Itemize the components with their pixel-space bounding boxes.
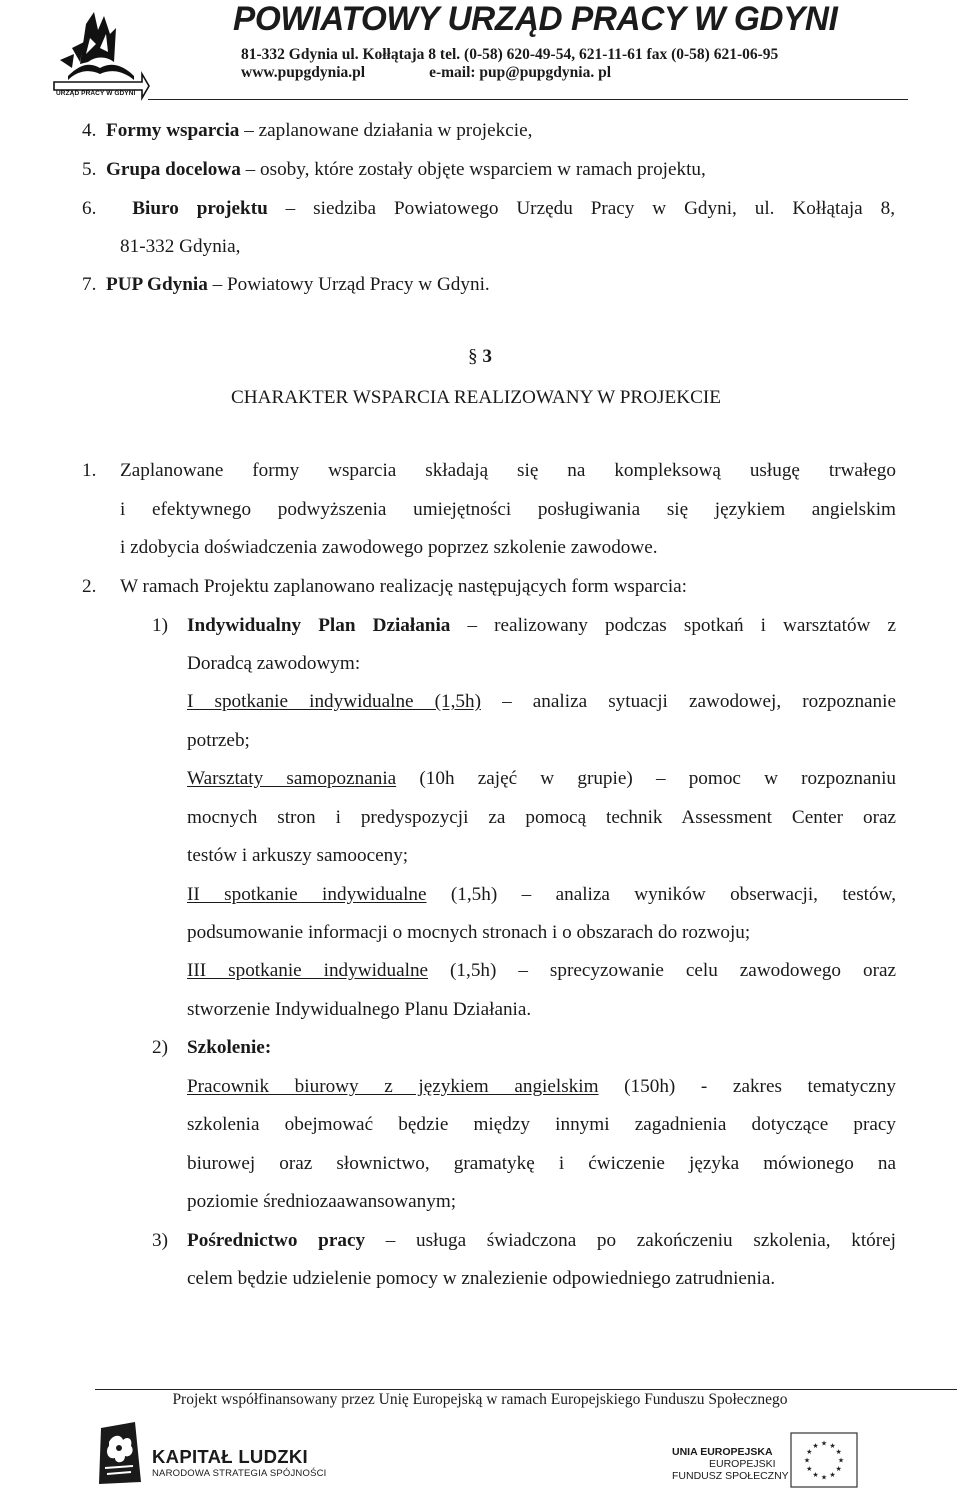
section-title: CHARAKTER WSPARCIA REALIZOWANY W PROJEKCIE	[230, 387, 722, 408]
activity-name: I spotkanie indywidualne (1,5h)	[187, 691, 482, 712]
contact-address: 81-332 Gdynia ul. Kołłątaja 8 tel. (0-58) 620-49-54, 621-11-61 fax (0-58) 621-06-95	[241, 46, 779, 63]
activity-name: III spotkanie indywidualne	[187, 960, 429, 981]
definition-item: 5. Grupa docelowa – osoby, które zostały objęte wsparciem w ramach projektu,	[82, 159, 706, 180]
eu-star: ★	[803, 1456, 811, 1465]
eu-star: ★	[835, 1448, 842, 1456]
email-link[interactable]: e-mail: pup@pupgdynia. pl	[429, 64, 612, 81]
paragraph-number: 2.	[82, 576, 97, 597]
list-number: 3)	[152, 1230, 168, 1251]
list-number: 2)	[152, 1037, 168, 1058]
definition-term: PUP Gdynia	[105, 274, 208, 295]
paragraph-line: i zdobycia doświadczenia zawodowego poprzez szkolenie zawodowe.	[120, 537, 658, 558]
list-line: testów i arkuszy samooceny;	[187, 845, 409, 866]
definition-item: 7. PUP Gdynia – Powiatowy Urząd Pracy w Gdyni.	[82, 274, 490, 295]
list-item-title-line: Indywidualny Plan Działania – realizowany podczas spotkań i warsztatów z	[187, 615, 896, 636]
section-number: § 3	[468, 346, 492, 367]
support-form-title: Szkolenie:	[187, 1037, 272, 1058]
eu-fund-label: FUNDUSZ SPOŁECZNY	[672, 1470, 789, 1482]
office-name-banner: POWIATOWY URZĄD PRACY W GDYNI	[233, 0, 838, 38]
eu-star: ★	[812, 1471, 819, 1480]
training-name: Pracownik biurowy z językiem angielskim	[187, 1076, 599, 1097]
eu-star: ★	[820, 1439, 828, 1448]
list-number: 1)	[152, 615, 168, 636]
sub-activity: I spotkanie indywidualne (1,5h) – analiza sytuacji zawodowej, rozpoznanie	[187, 691, 896, 712]
eu-star: ★	[829, 1471, 836, 1480]
definition-term: Formy wsparcia	[105, 120, 240, 141]
eu-star: ★	[806, 1448, 813, 1456]
list-line: biurowej oraz słownictwo, gramatykę i ćwiczenie języka mówionego na	[187, 1153, 896, 1174]
logo-caption: URZĄD PRACY W GDYNI	[56, 90, 136, 97]
eu-star: ★	[820, 1473, 828, 1482]
list-line: mocnych stron i predyspozycji za pomocą technik Assessment Center oraz	[187, 807, 896, 828]
eu-label: UNIA EUROPEJSKA	[672, 1446, 773, 1458]
list-line: Doradcą zawodowym:	[187, 653, 361, 674]
paragraph-line: i efektywnego podwyższenia umiejętności posługiwania się językiem angielskim	[120, 499, 896, 520]
kapital-ludzki-title: KAPITAŁ LUDZKI	[152, 1446, 308, 1467]
list-line: celem będzie udzielenie pomocy w znalezienie odpowiedniego zatrudnienia.	[187, 1268, 776, 1289]
eu-star: ★	[806, 1465, 813, 1473]
sub-activity: Pracownik biurowy z językiem angielskim (150h) - zakres tematyczny	[187, 1076, 896, 1097]
eu-star: ★	[812, 1441, 819, 1450]
eu-flag-icon	[790, 1432, 858, 1488]
list-line: stworzenie Indywidualnego Planu Działania.	[187, 999, 532, 1020]
list-line: potrzeb;	[187, 730, 250, 751]
sub-activity: III spotkanie indywidualne (1,5h) – sprecyzowanie celu zawodowego oraz	[187, 960, 896, 981]
list-line: podsumowanie informacji o mocnych stronach i o obszarach do rozwoju;	[187, 922, 751, 943]
list-item-title-line: Pośrednictwo pracy – usługa świadczona po zakończeniu szkolenia, której	[187, 1230, 896, 1251]
list-line: szkolenia obejmować będzie między innymi zagadnienia dotyczące pracy	[187, 1114, 896, 1135]
section-symbol: §	[468, 346, 478, 367]
website-link[interactable]: www.pupgdynia.pl	[241, 64, 366, 81]
activity-name: II spotkanie indywidualne	[187, 884, 427, 905]
sub-activity: Warsztaty samopoznania (10h zajęć w grupie) – pomoc w rozpoznaniu	[187, 768, 896, 789]
eu-star: ★	[837, 1456, 845, 1465]
definition-term: Biuro projektu	[132, 198, 268, 219]
kapital-ludzki-subtitle: NARODOWA STRATEGIA SPÓJNOŚCI	[152, 1468, 327, 1479]
list-item-title-line	[187, 1036, 271, 1060]
eu-star: ★	[829, 1441, 836, 1450]
paragraph-line: W ramach Projektu zaplanowano realizację następujących form wsparcia:	[120, 576, 688, 597]
paragraph-number: 1.	[82, 460, 97, 481]
pup-logo	[50, 4, 150, 102]
cofinancing-note: Projekt współfinansowany przez Unię Europejską w ramach Europejskiego Funduszu Społecznego	[172, 1391, 788, 1408]
activity-name: Warsztaty samopoznania	[187, 768, 397, 789]
list-line: poziomie średniozaawansowanym;	[187, 1191, 457, 1212]
definition-term: Grupa docelowa	[105, 159, 241, 180]
eu-fund-label: EUROPEJSKI	[709, 1458, 776, 1470]
header-divider	[148, 99, 908, 100]
definition-item: 6. Biuro projektu – siedziba Powiatowego Urzędu Pracy w Gdyni, ul. Kołłątaja 8,	[82, 198, 895, 219]
paragraph-line: Zaplanowane formy wsparcia składają się na kompleksową usługę trwałego	[120, 460, 896, 481]
support-form-title: Pośrednictwo pracy	[187, 1230, 366, 1251]
eu-star: ★	[835, 1465, 842, 1473]
support-form-title: Indywidualny Plan Działania	[187, 615, 451, 636]
definition-continuation: 81-332 Gdynia,	[120, 236, 241, 257]
footer-divider	[95, 1389, 957, 1390]
sub-activity: II spotkanie indywidualne (1,5h) – analiza wyników obserwacji, testów,	[187, 884, 896, 905]
contact-web	[241, 64, 611, 82]
definition-item: 4. Formy wsparcia – zaplanowane działania w projekcie,	[82, 120, 533, 141]
kapital-ludzki-logo-icon	[95, 1420, 145, 1486]
